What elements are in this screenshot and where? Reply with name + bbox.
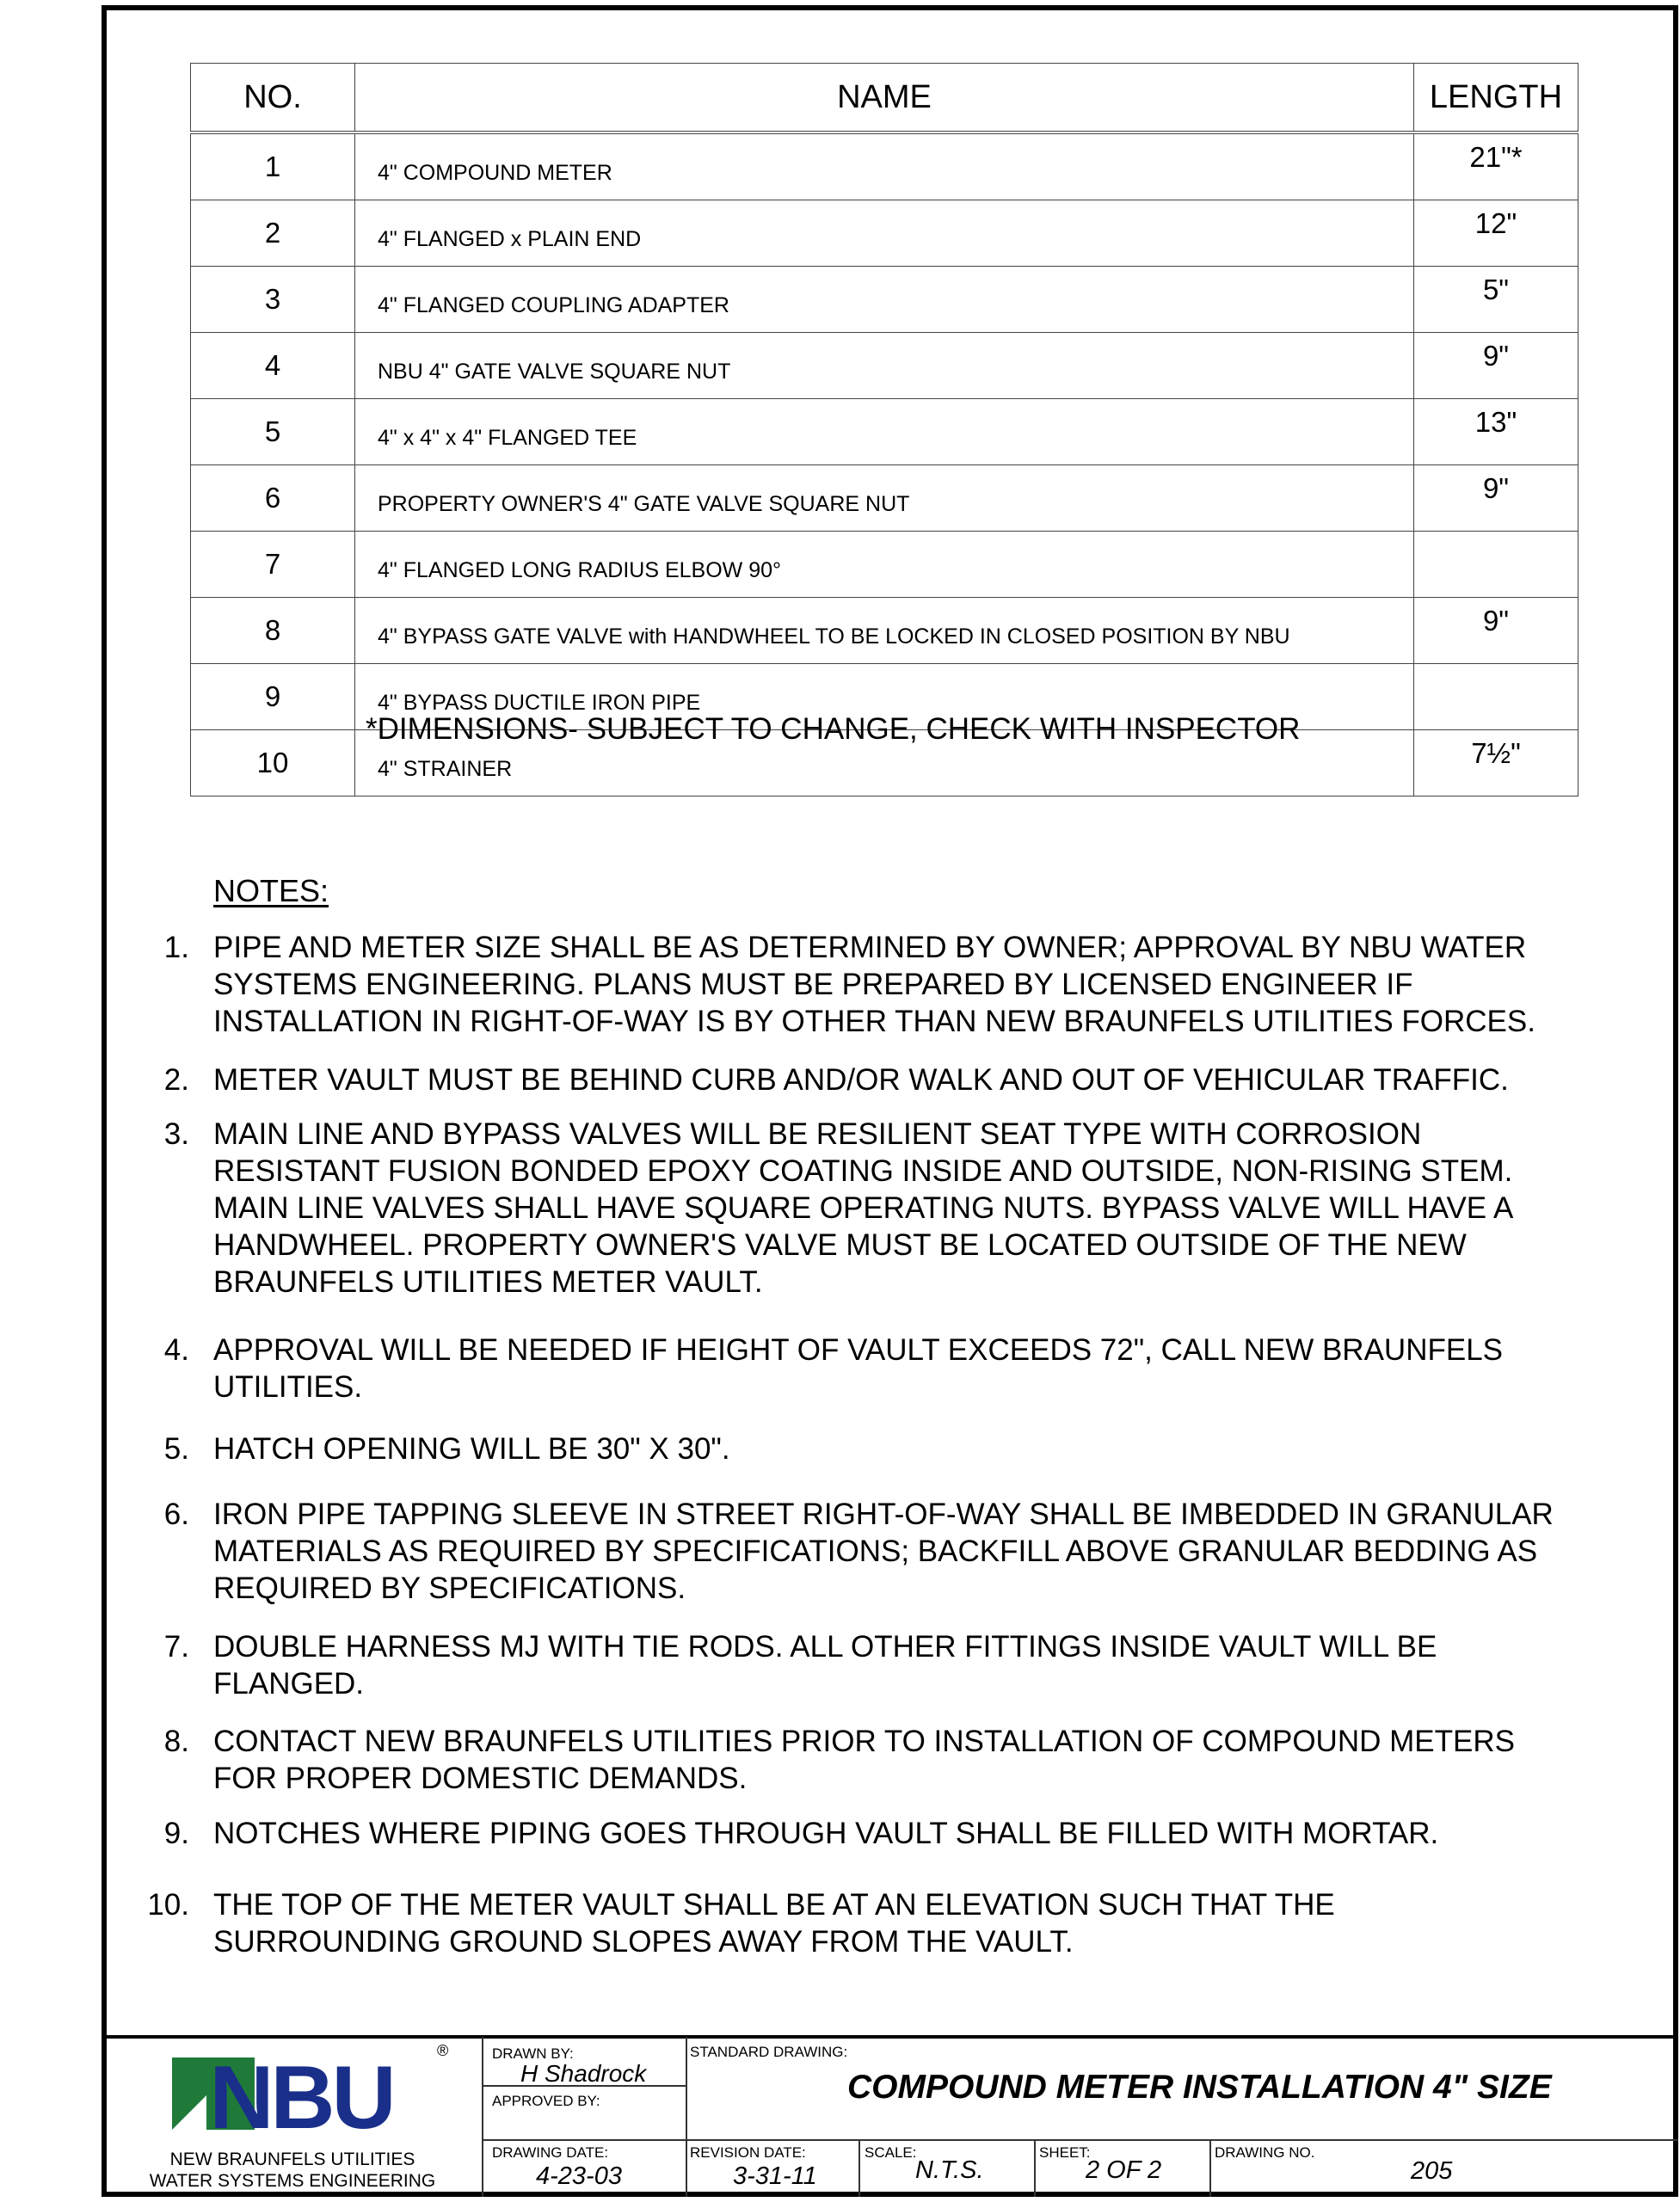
title-block-divider (858, 2139, 860, 2197)
row-name: 4" BYPASS GATE VALVE with HANDWHEEL TO BE LOCKED IN CLOSED POSITION BY NBU (355, 598, 1414, 664)
note-number: 1. (163, 931, 189, 964)
note-text: NOTCHES WHERE PIPING GOES THROUGH VAULT SHALL BE FILLED WITH MORTAR. (213, 1817, 1439, 1850)
row-name: NBU 4" GATE VALVE SQUARE NUT (355, 333, 1414, 399)
row-name: 4" x 4" x 4" FLANGED TEE (355, 399, 1414, 465)
row-length: 13" (1414, 399, 1578, 465)
note-number: 4. (163, 1333, 189, 1367)
row-length: 12" (1414, 200, 1578, 267)
row-name: 4" COMPOUND METER (355, 132, 1414, 200)
dimensions-note: *DIMENSIONS- SUBJECT TO CHANGE, CHECK WITH INSPECTOR (366, 712, 1301, 746)
row-name: 4" STRAINER (355, 730, 1414, 797)
table-row (191, 465, 1578, 532)
title-block-divider (482, 2037, 483, 2197)
table-row (191, 132, 1578, 200)
parts-table (190, 63, 1578, 797)
row-no: 5 (191, 399, 355, 465)
note-number: 10. (147, 1888, 189, 1922)
note-number: 6. (163, 1498, 189, 1531)
note-number: 7. (163, 1630, 189, 1664)
note-text: CONTACT NEW BRAUNFELS UTILITIES PRIOR TO INSTALLATION OF COMPOUND METERS FOR PROPER DOMESTIC DEMANDS. (213, 1725, 1515, 1795)
row-length: 9" (1414, 465, 1578, 532)
drawing-no-value: 205 (1411, 2157, 1453, 2185)
sheet-label: SHEET: (1039, 2144, 1091, 2161)
drawing-date-label: DRAWING DATE: (492, 2144, 609, 2161)
row-length: 5" (1414, 267, 1578, 333)
standard-drawing-label: STANDARD DRAWING: (690, 2044, 848, 2060)
note-text: PIPE AND METER SIZE SHALL BE AS DETERMINED BY OWNER; APPROVAL BY NBU WATER SYSTEMS ENGINEERING. PLANS MUST BE PREPARED BY LICENSED ENGINEER IF INSTALLATION IN RIGHT-OF-WAY IS BY OTHER THAN NEW BRAUNFELS UTILITIES FORCES. (213, 931, 1535, 1038)
revision-date-value: 3-31-11 (733, 2162, 817, 2190)
row-no: 6 (191, 465, 355, 532)
drawing-no-label: DRAWING NO. (1215, 2144, 1315, 2161)
note-text: MAIN LINE AND BYPASS VALVES WILL BE RESILIENT SEAT TYPE WITH CORROSION RESISTANT FUSION BONDED EPOXY COATING INSIDE AND OUTSIDE, NON-RISING STEM. MAIN LINE VALVES SHALL HAVE SQUARE OPERATING NUTS. BYPASS VALVE WILL HAVE A HANDWHEEL. PROPERTY OWNER'S VALVE MUST BE LOCATED OUTSIDE OF THE NEW BRAUNFELS UTILITIES METER VAULT. (213, 1117, 1514, 1299)
title-block-border (102, 2035, 1678, 2039)
table-row (191, 399, 1578, 465)
row-no: 2 (191, 200, 355, 267)
nbu-logo (172, 2052, 430, 2135)
revision-date-label: REVISION DATE: (690, 2144, 806, 2161)
row-length (1414, 532, 1578, 598)
title-block-divider (483, 2139, 1678, 2141)
note-number: 9. (163, 1817, 189, 1850)
row-no: 4 (191, 333, 355, 399)
row-length: 21"* (1414, 132, 1578, 200)
row-no: 9 (191, 664, 355, 730)
row-no: 10 (191, 730, 355, 797)
note-text: THE TOP OF THE METER VAULT SHALL BE AT AN ELEVATION SUCH THAT THE SURROUNDING GROUND SLOPES AWAY FROM THE VAULT. (213, 1888, 1335, 1959)
title-block-divider (686, 2037, 687, 2197)
header-no: NO. (191, 64, 355, 133)
row-name: 4" FLANGED LONG RADIUS ELBOW 90° (355, 532, 1414, 598)
scale-value: N.T.S. (915, 2156, 984, 2184)
table-row (191, 598, 1578, 664)
drawing-date-value: 4-23-03 (536, 2162, 622, 2190)
row-length (1414, 664, 1578, 730)
table-row (191, 267, 1578, 333)
row-name: 4" BYPASS DUCTILE IRON PIPE (355, 664, 1414, 730)
title-block-divider (1209, 2139, 1211, 2197)
row-no: 7 (191, 532, 355, 598)
note-text: IRON PIPE TAPPING SLEEVE IN STREET RIGHT-OF-WAY SHALL BE IMBEDDED IN GRANULAR MATERIALS AS REQUIRED BY SPECIFICATIONS; BACKFILL ABOVE GRANULAR BEDDING AS REQUIRED BY SPECIFICATIONS. (213, 1498, 1554, 1605)
registered-mark: ® (437, 2042, 449, 2059)
drawn-by-label: DRAWN BY: (492, 2045, 574, 2062)
row-name: PROPERTY OWNER'S 4" GATE VALVE SQUARE NUT (355, 465, 1414, 532)
table-row (191, 532, 1578, 598)
note-number: 8. (163, 1725, 189, 1758)
title-block-divider (1034, 2139, 1036, 2197)
note-text: APPROVAL WILL BE NEEDED IF HEIGHT OF VAULT EXCEEDS 72", CALL NEW BRAUNFELS UTILITIES. (213, 1333, 1504, 1404)
logo-text: NBU (209, 2052, 393, 2135)
row-no: 8 (191, 598, 355, 664)
row-length: 7½" (1414, 730, 1578, 797)
note-number: 3. (163, 1117, 189, 1151)
row-length: 9" (1414, 333, 1578, 399)
sheet-value: 2 OF 2 (1086, 2156, 1162, 2184)
row-name: 4" FLANGED x PLAIN END (355, 200, 1414, 267)
approved-by-label: APPROVED BY: (492, 2093, 600, 2109)
note-text: HATCH OPENING WILL BE 30" X 30". (213, 1432, 730, 1466)
drawn-by-value: H Shadrock (520, 2060, 647, 2087)
note-text: DOUBLE HARNESS MJ WITH TIE RODS. ALL OTHER FITTINGS INSIDE VAULT WILL BE FLANGED. (213, 1630, 1437, 1701)
header-name: NAME (355, 64, 1414, 133)
row-name: 4" FLANGED COUPLING ADAPTER (355, 267, 1414, 333)
note-text: METER VAULT MUST BE BEHIND CURB AND/OR WALK AND OUT OF VEHICULAR TRAFFIC. (213, 1063, 1509, 1097)
row-no: 1 (191, 132, 355, 200)
row-length: 9" (1414, 598, 1578, 664)
table-header-row (191, 64, 1578, 133)
drawing-title: COMPOUND METER INSTALLATION 4" SIZE (847, 2069, 1552, 2106)
notes-title: NOTES: (213, 873, 329, 908)
table-row (191, 200, 1578, 267)
org-department: WATER SYSTEMS ENGINEERING (149, 2171, 436, 2191)
note-number: 2. (163, 1063, 189, 1097)
org-name: NEW BRAUNFELS UTILITIES (169, 2150, 415, 2169)
scale-label: SCALE: (865, 2144, 917, 2161)
row-no: 3 (191, 267, 355, 333)
note-number: 5. (163, 1432, 189, 1466)
table-row (191, 333, 1578, 399)
header-length: LENGTH (1414, 64, 1578, 133)
